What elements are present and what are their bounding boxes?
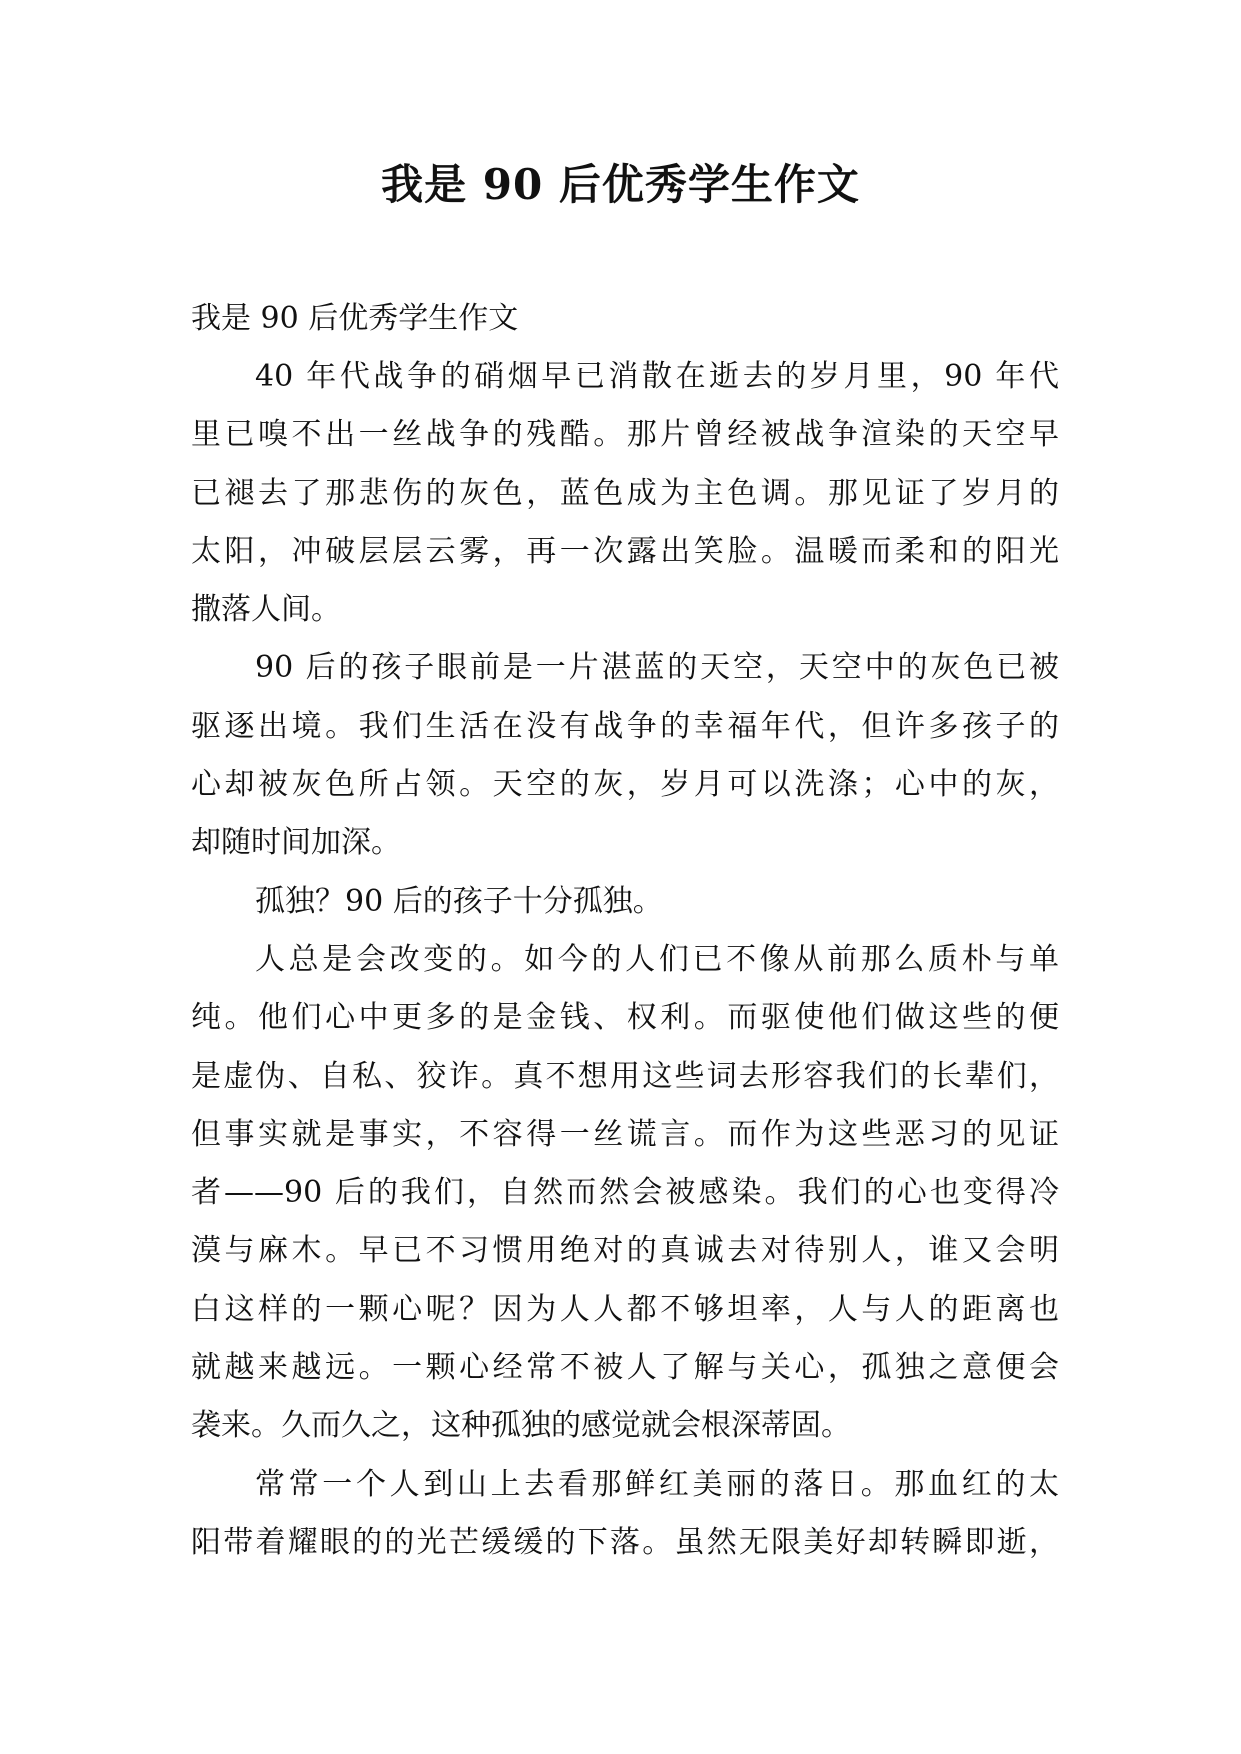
text-line: 白这样的一颗心呢？因为人人都不够坦率，人与人的距离也 <box>191 1291 1059 1327</box>
text-line: 纯。他们心中更多的是金钱、权利。而驱使他们做这些的便 <box>191 1000 1059 1036</box>
text-line: 阳带着耀眼的的光芒缓缓的下落。虽然无限美好却转瞬即逝， <box>191 1524 1059 1560</box>
text-line: 90 后的孩子眼前是一片湛蓝的天空，天空中的灰色已被 <box>255 650 1059 686</box>
text-line: 已褪去了那悲伤的灰色，蓝色成为主色调。那见证了岁月的 <box>191 475 1059 511</box>
text-line: 驱逐出境。我们生活在没有战争的幸福年代，但许多孩子的 <box>191 708 1059 744</box>
text-line: 者——90 后的我们，自然而然会被感染。我们的心也变得冷 <box>191 1175 1059 1211</box>
text-line: 40 年代战争的硝烟早已消散在逝去的岁月里，90 年代 <box>255 359 1059 394</box>
text-line: 就越来越远。一颗心经常不被人了解与关心，孤独之意便会 <box>191 1350 1059 1386</box>
text-line: 孤独？90 后的孩子十分孤独。 <box>255 883 663 919</box>
paragraph <box>191 873 1059 931</box>
text-line: 漠与麻木。早已不习惯用绝对的真诚去对待别人，谁又会明 <box>191 1233 1059 1269</box>
paragraph <box>191 1456 1059 1573</box>
text-line: 里已嗅不出一丝战争的残酷。那片曾经被战争渲染的天空早 <box>191 417 1059 453</box>
text-line: 常常一个人到山上去看那鲜红美丽的落日。那血红的太 <box>255 1466 1059 1502</box>
paragraph <box>191 639 1059 872</box>
text-line: 袭来。久而久之，这种孤独的感觉就会根深蒂固。 <box>191 1408 851 1444</box>
text-line: 撒落人间。 <box>191 592 341 628</box>
text-line: 但事实就是事实，不容得一丝谎言。而作为这些恶习的见证 <box>191 1116 1059 1152</box>
page-title: 我是 90 后优秀学生作文 <box>381 160 860 209</box>
text-line: 却随时间加深。 <box>191 825 401 861</box>
article-subtitle: 我是 90 后优秀学生作文 <box>191 301 519 336</box>
paragraph <box>191 931 1059 1456</box>
paragraph <box>191 348 1059 639</box>
text-line: 太阳，冲破层层云雾，再一次露出笑脸。温暖而柔和的阳光 <box>191 533 1059 569</box>
document-body <box>191 290 1059 1572</box>
text-line: 心却被灰色所占领。天空的灰，岁月可以洗涤；心中的灰， <box>191 767 1059 803</box>
text-line: 人总是会改变的。如今的人们已不像从前那么质朴与单 <box>255 941 1059 977</box>
text-line: 是虚伪、自私、狡诈。真不想用这些词去形容我们的长辈们， <box>191 1058 1059 1094</box>
